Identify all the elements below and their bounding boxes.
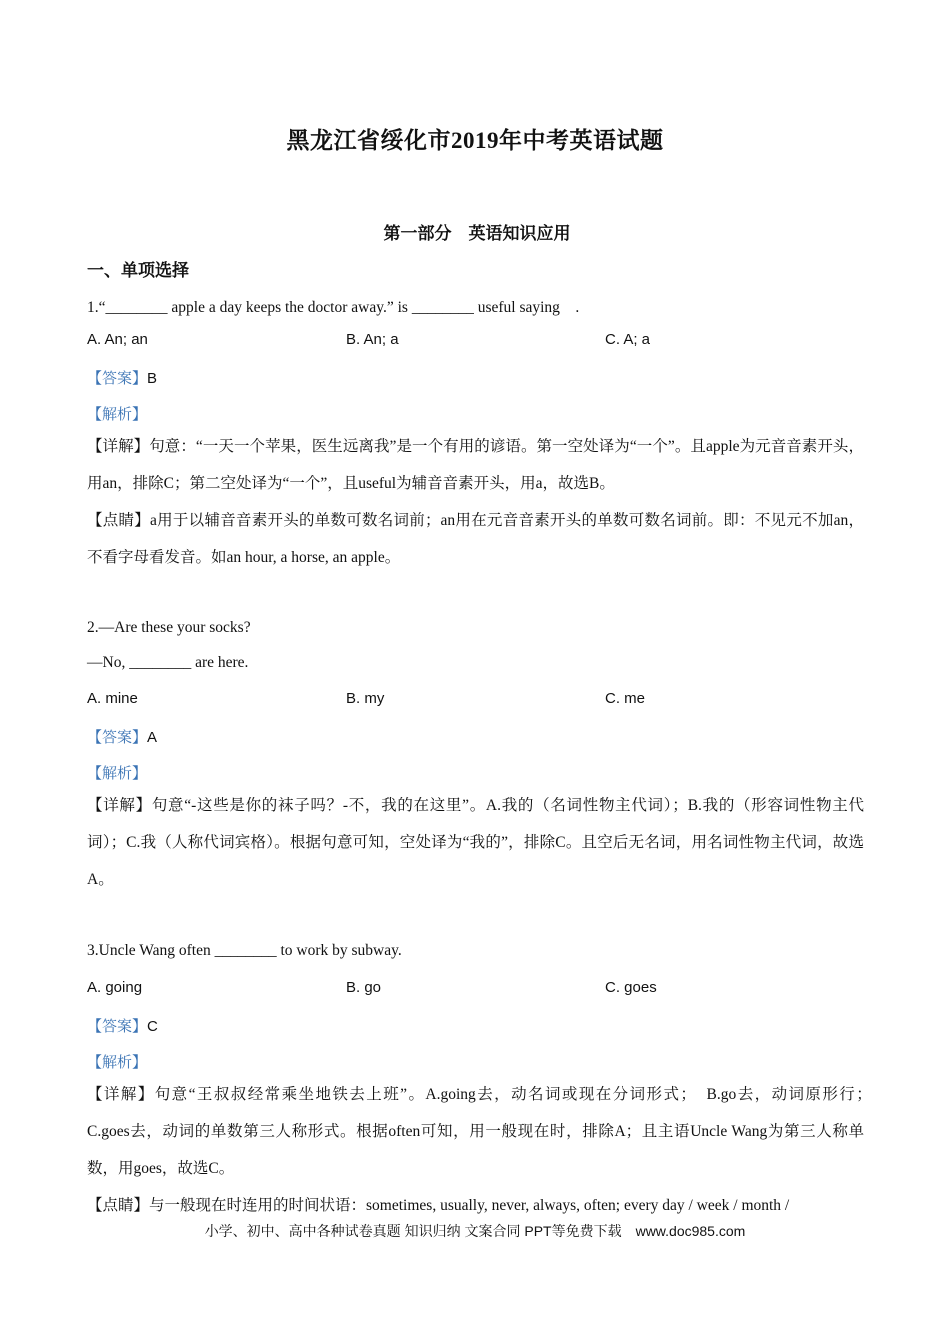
question-2-answer (87, 726, 157, 747)
question-1-option-c: C. A; a (605, 331, 651, 348)
question-3-option-b: B. go (346, 979, 382, 996)
part-title: 第一部分 英语知识应用 (383, 224, 571, 243)
question-2-stem-line1: 2.—Are these your socks? (87, 619, 251, 636)
question-1-stem: 1.“________ apple a day keeps the doctor away.” is ________ useful saying . (87, 299, 580, 316)
note-text: 与一般现在时连用的时间状语：sometimes, usually, never, always, often; every day / week / month / (149, 1197, 790, 1214)
answer-value: B (147, 370, 158, 387)
question-2-stem-line2: —No, ________ are here. (87, 654, 249, 671)
detail-tag: 【详解】 (87, 797, 152, 814)
analysis-tag: 【解析】 (87, 765, 148, 782)
question-1-option-b: B. An; a (346, 331, 399, 348)
detail-text: 句意：“一天一个苹果，医生远离我”是一个有用的谚语。第一空处译为“一个”。且apple为元音音素开头，用an，排除C；第二空处译为“一个”，且useful为辅音音素开头，用a，故选B。 (87, 438, 864, 492)
note-tag: 【点睛】 (87, 512, 151, 529)
analysis-tag: 【解析】 (87, 1054, 148, 1071)
question-1-answer (87, 367, 157, 388)
question-3-answer (87, 1015, 158, 1036)
answer-value: A (147, 729, 158, 746)
question-3-option-a: A. going (87, 979, 143, 996)
answer-tag: 【答案】 (87, 729, 148, 746)
note-tag: 【点睛】 (87, 1197, 150, 1214)
question-1-option-a: A. An; an (87, 331, 148, 348)
footer-text: 小学、初中、高中各种试卷真题 知识归纳 文案合同 PPT等免费下载 www.doc985.com (204, 1223, 746, 1239)
detail-tag: 【详解】 (87, 438, 150, 455)
question-2-analysis-heading (87, 762, 147, 783)
answer-tag: 【答案】 (87, 370, 148, 387)
answer-tag: 【答案】 (87, 1018, 148, 1035)
question-3-stem: 3.Uncle Wang often ________ to work by subway. (87, 942, 402, 959)
question-1-analysis-heading (87, 403, 147, 424)
detail-text: 句意“-这些是你的袜子吗？-不，我的在这里”。A.我的（名词性物主代词）；B.我的（形容词性物主代词）；C.我（人称代词宾格）。根据句意可知，空处译为“我的”，排除C。且空后无名词，用名词性物主代词，故选A。 (87, 797, 864, 888)
detail-tag: 【详解】 (87, 1086, 155, 1103)
detail-text: 句意“王叔叔经常乘坐地铁去上班”。A.going去，动名词或现在分词形式； B.go去，动词原形行； C.goes去，动词的单数第三人称形式。根据often可知，用一般现在时，排除A；且主语Uncle Wang为第三人称单数，用goes，故选C。 (87, 1086, 896, 1177)
note-text: a用于以辅音音素开头的单数可数名词前；an用在元音音素开头的单数可数名词前。即：不见元不加an，不看字母看发音。如an hour, a horse, an apple。 (87, 512, 864, 566)
question-3-note (87, 1187, 864, 1217)
question-2-detail (87, 787, 864, 898)
question-2-option-b: B. my (346, 690, 385, 707)
page-title: 黑龙江省绥化市2019年中考英语试题 (286, 128, 664, 153)
answer-value: C (147, 1018, 158, 1035)
section-title: 一、单项选择 (87, 261, 189, 280)
question-3-analysis-heading (87, 1051, 147, 1072)
question-2-option-c: C. me (605, 690, 646, 707)
question-1-detail (87, 428, 864, 502)
question-3-option-c: C. goes (605, 979, 657, 996)
analysis-tag: 【解析】 (87, 406, 148, 423)
question-1-note (87, 502, 864, 576)
question-2-option-a: A. mine (87, 690, 138, 707)
question-3-detail (87, 1076, 896, 1187)
